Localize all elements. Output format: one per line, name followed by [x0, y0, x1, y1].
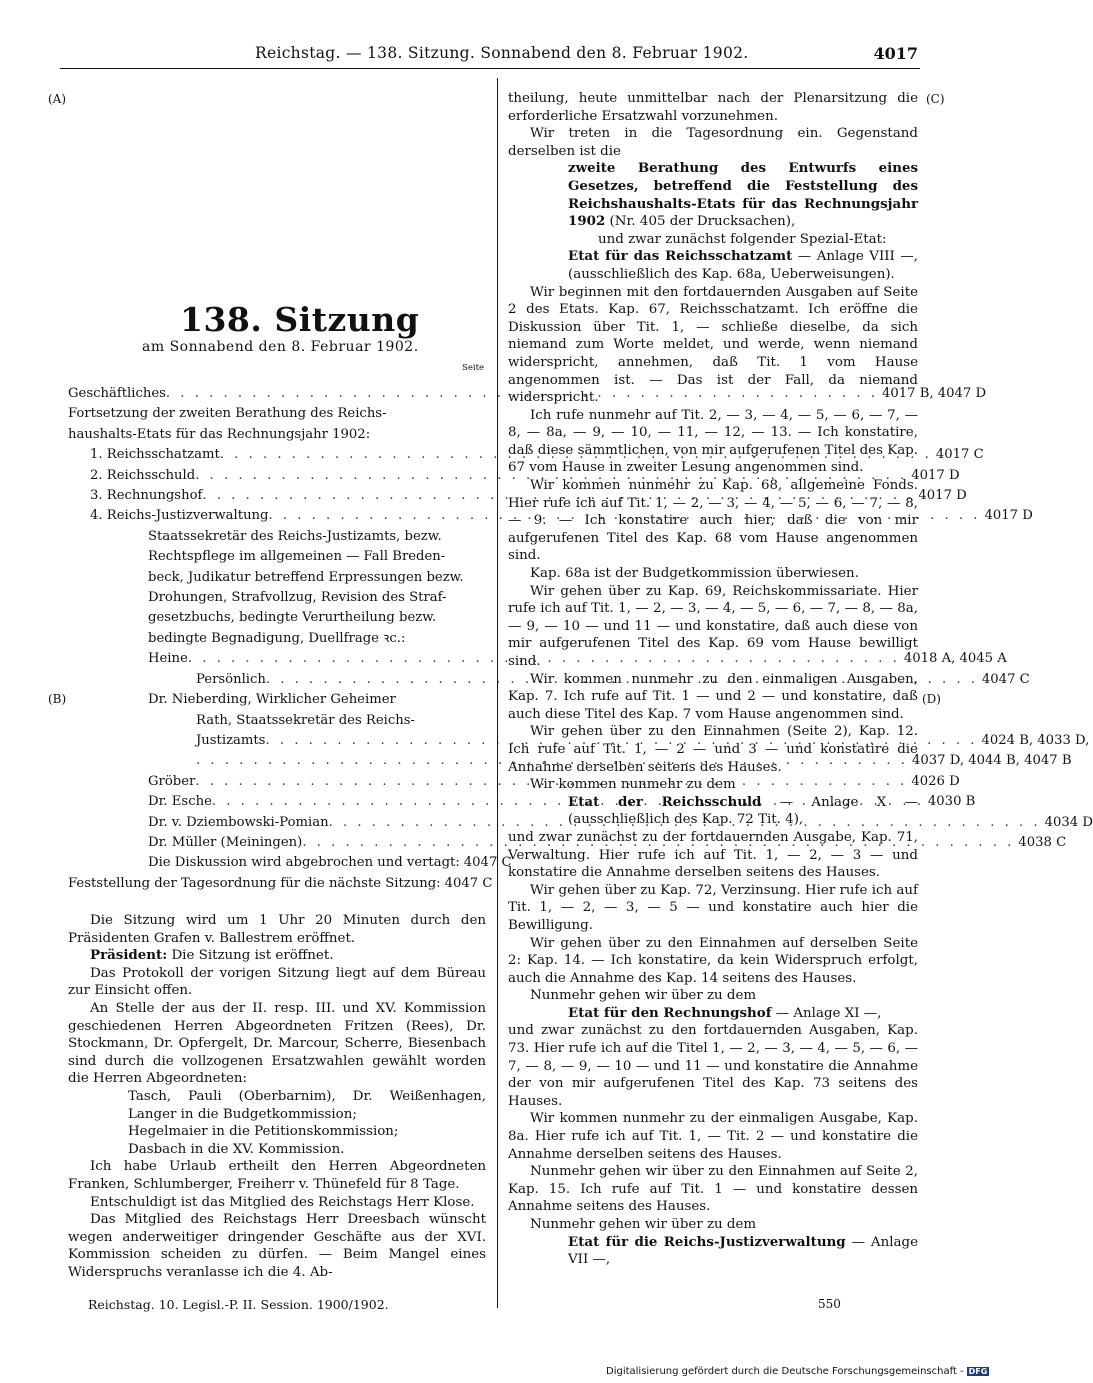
footer-session-info: Reichstag. 10. Legisl.-P. II. Session. 1900/1902. [88, 1297, 389, 1312]
session-subtitle: am Sonnabend den 8. Februar 1902. [142, 339, 419, 355]
toc-entry-label: 2. Reichsschuld [90, 467, 196, 483]
paragraph: theilung, heute unmittelbar nach der Plenarsitzung die erforderliche Ersatzwahl vorzunehmen. [508, 91, 918, 124]
toc-entry-page-ref: 4017 B, 4047 D [881, 386, 987, 401]
margin-mark-a: (A) [48, 92, 67, 106]
paragraph: Wir kommen nunmehr zu den einmaligen Ausgaben, Kap. 7. Ich rufe auf Tit. 1 — und 2 — und konstatire, daß auch diese Titel des Kap. 7 vom Hause angenommen sind. [508, 671, 918, 722]
toc-entry-label: Die Diskussion wird abgebrochen und vertagt: [148, 855, 460, 871]
paragraph: Kap. 68a ist der Budgetkommission überwiesen. [530, 566, 859, 582]
toc-entry [68, 751, 1072, 771]
toc-entry [68, 466, 960, 486]
bold-lead: Etat für den Rechnungshof [568, 1004, 772, 1021]
paragraph: und zwar zunächst folgender Spezial-Etat: [598, 231, 887, 247]
toc-entry [68, 527, 486, 547]
bold-lead: zweite Berathung des Entwurfs eines Gesetzes, betreffend die Feststellung des Reichshaushalts-Etats für das Rechnungsjahr 1902 [568, 160, 918, 230]
session-title: 138. Sitzung [180, 300, 420, 339]
toc-entry-label: Dr. Nieberding, Wirklicher Geheimer [148, 692, 396, 708]
paragraph: Wir beginnen mit den fortdauernden Ausgaben auf Seite 2 des Etats. Kap. 67, Reichsschatzamt. Ich eröffne die Diskussion über Tit. 1, — schließe dieselbe, da sich niemand zum Worte meldet, und werde, wenn niemand widerspricht, annehmen, daß Tit. 1 vom Hause angenommen ist. — Das ist der Fall, da niemand widerspricht. [508, 284, 918, 406]
toc-entry-page-ref: 4017 C [935, 447, 984, 463]
toc-entry-label: Dr. Esche [148, 794, 212, 810]
toc-entry-label: Persönlich [196, 671, 266, 687]
toc-entry-page-ref: 4047 C [981, 671, 1030, 687]
paragraph: Nunmehr gehen wir über zu den Einnahmen auf Seite 2, Kap. 15. Ich rufe auf Tit. 1 — und konstatire dessen Annahme seitens des Hauses. [508, 1164, 918, 1215]
toc-entry-page-ref: 4017 D [911, 467, 960, 483]
toc-entry [68, 425, 486, 445]
paragraph: Entschuldigt ist das Mitglied des Reichstags Herr Klose. [90, 1194, 475, 1210]
paragraph: zweite Berathung des Entwurfs eines Gesetzes, betreffend die Feststellung des Reichshaushalts-Etats für das Rechnungsjahr 1902 (Nr. 405 der Drucksachen), [568, 160, 918, 230]
paragraph: Tasch, Pauli (Oberbarnim), Dr. Weißenhagen, Langer in die Budgetkommission; [128, 1088, 486, 1122]
left-column-text [68, 912, 486, 1281]
paragraph: Wir treten in die Tagesordnung ein. Gegenstand derselben ist die [508, 126, 918, 159]
digitization-note [606, 1366, 989, 1377]
page-number: 4017 [873, 44, 918, 63]
paragraph: Nunmehr gehen wir über zu dem [530, 988, 757, 1004]
toc-entry-label: 3. Rechnungshof [90, 488, 203, 504]
paragraph: An Stelle der aus der II. resp. III. und XV. Kommission geschiedenen Herren Abgeordneten Fritzen (Rees), Dr. Stockmann, Dr. Opfergelt, Dr. Marcour, Scherre, Biesenbach sind durch die vollzogenen Ersatzwahlen gewählt worden die Herren Abgeordneten: [68, 1000, 486, 1087]
toc-entry-label: Fortsetzung der zweiten Berathung des Reichs- [68, 406, 387, 422]
paragraph: Nunmehr gehen wir über zu dem [530, 1217, 757, 1232]
toc-entry-label: 1. Reichsschatzamt [90, 447, 220, 463]
paragraph: Die Sitzung wird um 1 Uhr 20 Minuten durch den Präsidenten Grafen v. Ballestrem eröffnet. [68, 913, 486, 946]
toc-entry [68, 874, 493, 894]
toc-entry-page-ref: 4030 B [927, 794, 976, 810]
toc-entry [68, 404, 486, 424]
toc-entry-label: Feststellung der Tagesordnung für die nächste Sitzung: [68, 875, 441, 891]
toc-entry-page-ref: 4047 C [444, 875, 493, 891]
toc-entry [68, 670, 1030, 690]
paragraph: Wir gehen über zu den Einnahmen (Seite 2), Kap. 12. Ich rufe auf Tit. 1, — 2 — und 3 — und konstatire die Annahme derselben seitens des Hauses. [508, 724, 918, 775]
toc-entry-label: Drohungen, Strafvollzug, Revision des Straf- [148, 590, 447, 606]
toc-entry-page-ref: 4026 D [911, 773, 960, 789]
toc-entry [68, 445, 984, 465]
toc-entry-page-ref: 4038 C [1018, 834, 1067, 850]
toc-entry [68, 690, 486, 710]
paragraph: Das Protokoll der vorigen Sitzung liegt auf dem Büreau zur Einsicht offen. [68, 965, 486, 999]
header-rule [60, 68, 920, 69]
paragraph: Das Mitglied des Reichstags Herr Dreesbach wünscht wegen anderweitiger dringender Geschäfte aus der XVI. Kommission scheiden zu dürfen. — Beim Mangel eines Widerspruchs veranlasse ich die 4. Ab- [68, 1212, 486, 1280]
toc-entry-label: Geschäftliches [68, 386, 166, 401]
paragraph: Präsident: Die Sitzung ist eröffnet. [90, 947, 334, 964]
toc-entry [68, 547, 486, 567]
toc-entry [68, 711, 486, 731]
toc-entry-page-ref: 4017 D [984, 508, 1033, 524]
paragraph: Wir kommen nunmehr zu Kap. 68, allgemeine Fonds. Hier rufe ich auf Tit. 1, — 2, — 3, — 4, — 5, — 6, — 7, — 8, — 9. — Ich konstatire auch hier, daß die von mir aufgerufenen Titel des Kap. 68 vom Hause angenommen sind. [508, 478, 918, 564]
toc-entry-label: Gröber [148, 773, 196, 789]
column-divider [497, 78, 498, 1308]
toc-entry [68, 731, 1090, 751]
toc-entry-label: Justizamts [196, 732, 266, 748]
paragraph: und zwar zunächst zu der fortdauernden Ausgabe, Kap. 71, Verwaltung. Hier rufe ich auf Tit. 1, — 2, — 3 — und konstatire die Annahme derselben seitens des Hauses. [508, 829, 918, 881]
toc-entry [68, 588, 486, 608]
toc-entry-label: Staatssekretär des Reichs-Justizamts, bezw. [148, 528, 442, 544]
toc-entry-label: Rath, Staatssekretär des Reichs- [196, 712, 415, 728]
toc-entry [68, 486, 967, 506]
paragraph: Etat für den Rechnungshof — Anlage XI —, [568, 1004, 882, 1021]
toc-entry-label: Rechtspflege im allgemeinen — Fall Breden- [148, 549, 446, 565]
margin-mark-b: (B) [48, 692, 67, 706]
toc-entry [68, 568, 486, 588]
margin-mark-d: (D) [922, 692, 941, 706]
paragraph: Wir kommen nunmehr zu der einmaligen Ausgabe, Kap. 8a. Hier rufe ich auf Tit. 1, — Tit. 2 — und konstatire die Annahme derselben seitens des Hauses. [508, 1111, 918, 1162]
toc-entry-page-ref: 4017 D [918, 488, 967, 504]
toc-entry-label: Dr. v. Dziembowski-Pomian [148, 814, 329, 830]
toc-entry-label: Dr. Müller (Meiningen) [148, 834, 303, 850]
paragraph: und zwar zunächst zu den fortdauernden Ausgaben, Kap. 73. Hier rufe ich auf die Titel 1, — 2, — 3, — 4, — 5, — 6, — 7, — 8, — 9, — 10 — und 11 — und konstatire die Annahme der von mir aufgerufenen Titel des Kap. 73 seitens des Hauses. [508, 1023, 918, 1109]
bold-lead: Etat der Reichsschuld [568, 793, 762, 810]
paragraph: Wir gehen über zu den Einnahmen auf derselben Seite 2: Kap. 14. — Ich konstatire, da kein Widerspruch erfolgt, auch die Annahme des Kap. 14 seitens des Hauses. [508, 935, 918, 986]
paragraph: Etat für das Reichsschatzamt — Anlage VIII —, (ausschließlich des Kap. 68a, Ueberweisungen). [568, 248, 918, 282]
running-header: Reichstag. — 138. Sitzung. Sonnabend den 8. Februar 1902. [255, 44, 749, 62]
paragraph: Ich habe Urlaub ertheilt den Herren Abgeordneten Franken, Schlumberger, Freiherr v. Thünefeld für 8 Tage. [68, 1159, 486, 1192]
toc-entry [68, 384, 987, 404]
paragraph: Wir kommen nunmehr zu dem [530, 777, 736, 793]
toc-entry-label: Heine [148, 651, 188, 667]
toc-entry-label: bedingte Begnadigung, Duellfrage ꝛc.: [148, 630, 406, 646]
paragraph: Dasbach in die XV. Kommission. [128, 1141, 345, 1157]
toc-entry [68, 506, 1033, 526]
toc-entry [68, 629, 486, 649]
bold-lead: Präsident: [90, 947, 168, 964]
footer-sheet-number: 550 [818, 1297, 841, 1311]
toc-entry-page-ref: 4034 D [1044, 814, 1093, 830]
toc-entry-label: gesetzbuchs, bedingte Verurtheilung bezw. [148, 610, 437, 626]
paragraph: Hegelmaier in die Petitionskommission; [128, 1124, 399, 1140]
toc-entry-page-ref: 4047 C [463, 855, 512, 871]
toc-entry [68, 813, 1093, 833]
toc-entry-page-ref: 4024 B, 4033 D, [981, 732, 1090, 748]
digitization-text: Digitalisierung gefördert durch die Deutsche Forschungsgemeinschaft - [606, 1366, 964, 1377]
toc-entry-page-ref: 4018 A, 4045 A [903, 651, 1007, 667]
toc-entry-page-ref: 4037 D, 4044 B, 4047 B [912, 753, 1072, 769]
paragraph: Etat für die Reichs-Justizverwaltung — Anlage VII —, [568, 1233, 918, 1268]
paragraph: Ich rufe nunmehr auf Tit. 2, — 3, — 4, — 5, — 6, — 7, — 8, — 8a, — 9, — 10, — 11, — 12, — 13. — Ich konstatire, daß diese sämmtlichen, von mir aufgerufenen Titel des Kap. 67 vom Hause in zweiter Lesung angenommen sind. [508, 407, 919, 476]
paragraph: Wir gehen über zu Kap. 72, Verzinsung. Hier rufe ich auf Tit. 1, — 2, — 3, — 5 — und konstatire auch hier die Bewilligung. [508, 882, 918, 933]
toc-entry-label: beck, Judikatur betreffend Erpressungen bezw. [148, 569, 464, 585]
paragraph: Wir gehen über zu Kap. 69, Reichskommissariate. Hier rufe ich auf Tit. 1, — 2, — 3, — 4, — 5, — 6, — 7, — 8, — 8a, — 9, — 10 — und 11 — und konstatire, daß auch diese von mir aufgerufenen Titel des Kap. 69 vom Hause bewilligt sind. [508, 583, 918, 669]
paragraph: Etat der Reichsschuld — Anlage X — (ausschließlich des Kap. 72 Tit. 4), [568, 793, 918, 828]
bold-lead: Etat für die Reichs-Justizverwaltung [568, 1233, 846, 1250]
seite-label: Seite [462, 363, 485, 373]
toc-entry [68, 833, 1067, 853]
margin-mark-c: (C) [926, 92, 945, 106]
bold-lead: Etat für das Reichsschatzamt [568, 248, 793, 265]
dfg-logo-icon: DFG [968, 1367, 988, 1376]
toc-entry [68, 649, 1007, 669]
toc-entry-label: haushalts-Etats für das Rechnungsjahr 1902: [68, 426, 371, 442]
toc-entry [68, 608, 486, 628]
toc-entry [68, 853, 512, 873]
right-column-text [508, 90, 918, 1269]
toc-entry-label: 4. Reichs-Justizverwaltung [90, 508, 269, 524]
